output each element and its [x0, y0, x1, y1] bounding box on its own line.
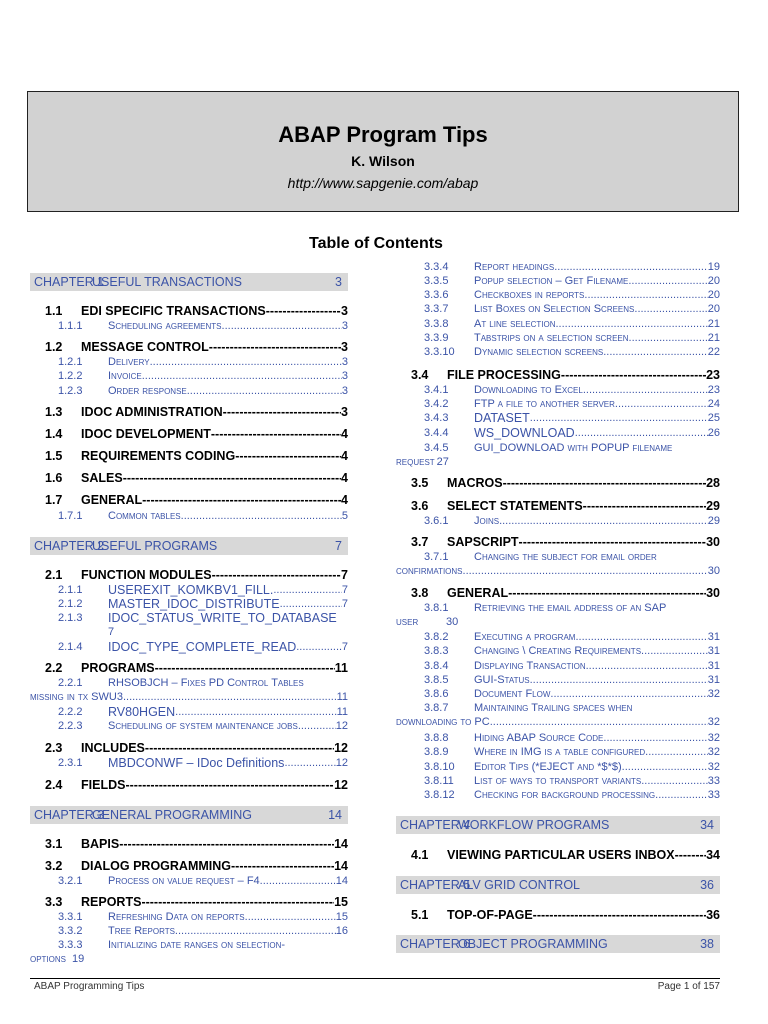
toc-subsection-3-3-10[interactable]: 3.3.10 Dynamic selection screens ..... 22 [396, 345, 720, 359]
toc-chapter-4[interactable]: CHAPTER 4 WORKFLOW PROGRAMS 34 [396, 816, 720, 834]
toc-subsection-3-8-2[interactable]: 3.8.2 Executing a program ..... 31 [396, 630, 720, 644]
toc-section-3-4[interactable]: 3.4 FILE PROCESSING ----- 23 [396, 367, 720, 383]
toc-section-1-5[interactable]: 1.5 REQUIREMENTS CODING ----- 4 [30, 448, 348, 464]
footer-title: ABAP Programming Tips [34, 981, 145, 992]
toc-subsection-3-8-12[interactable]: 3.8.12 Checking for background processing ..... 33 [396, 788, 720, 802]
toc-subsection-2-1-3[interactable]: 2.1.3 IDOC_STATUS_WRITE_TO_DATABASE 7 [58, 611, 337, 638]
toc-subsection-2-2-3[interactable]: 2.2.3 Scheduling of system maintenance jobs ..... 12 [30, 719, 348, 733]
document-author: K. Wilson [351, 153, 415, 169]
title-box [27, 91, 739, 212]
toc-subsection-3-8-1[interactable]: 3.8.1 Retrieving the email address of an SAP user 30 [396, 602, 667, 628]
toc-section-2-2[interactable]: 2.2 PROGRAMS ----- 11 [30, 660, 348, 676]
toc-subsection-3-4-1[interactable]: 3.4.1 Downloading to Excel ..... 23 [396, 383, 720, 397]
toc-subsection-3-8-7[interactable]: 3.8.7 Maintaining Trailing spaces when downloading to PC ..... 32 [396, 701, 720, 729]
toc-section-3-6[interactable]: 3.6 SELECT STATEMENTS ----- 29 [396, 498, 720, 514]
toc-subsection-2-2-2[interactable]: 2.2.2 RV80HGEN ..... 11 [30, 705, 348, 719]
toc-chapter-3[interactable]: CHAPTER 3 GENERAL PROGRAMMING 14 [30, 806, 348, 824]
document-title: ABAP Program Tips [278, 122, 488, 147]
toc-subsection-1-2-3[interactable]: 1.2.3 Order response ..... 3 [30, 384, 348, 398]
toc-section-1-6[interactable]: 1.6 SALES ----- 4 [30, 470, 348, 486]
toc-subsection-1-2-2[interactable]: 1.2.2 Invoice ..... 3 [30, 369, 348, 383]
toc-subsection-3-3-3[interactable]: 3.3.3 Initializing date ranges on selection- options 19 [30, 939, 286, 965]
toc-section-4-1[interactable]: 4.1 VIEWING PARTICULAR USERS INBOX ----- 34 [396, 847, 720, 863]
document-url[interactable]: http://www.sapgenie.com/abap [287, 175, 479, 191]
toc-subsection-3-2-1[interactable]: 3.2.1 Process on value request – F4 ..... 14 [30, 874, 348, 888]
toc-chapter-1[interactable]: CHAPTER 1 USEFUL TRANSACTIONS 3 [30, 273, 348, 291]
toc-subsection-3-8-3[interactable]: 3.8.3 Changing \ Creating Requirements ..... 31 [396, 644, 720, 658]
toc-section-3-7[interactable]: 3.7 SAPSCRIPT ----- 30 [396, 534, 720, 550]
toc-subsection-2-2-1[interactable]: 2.2.1 RHSOBJCH – Fixes PD Control Tables missing in tx SWU3 ..... 11 [30, 676, 348, 704]
toc-subsection-3-3-6[interactable]: 3.3.6 Checkboxes in reports ..... 20 [396, 288, 720, 302]
toc-subsection-2-1-1[interactable]: 2.1.1 USEREXIT_KOMKBV1_FILL. ..... 7 [30, 583, 348, 597]
toc-subsection-3-3-5[interactable]: 3.3.5 Popup selection – Get Filename ..... 20 [396, 274, 720, 288]
toc-section-3-3[interactable]: 3.3 REPORTS ----- 15 [30, 894, 348, 910]
toc-section-2-1[interactable]: 2.1 FUNCTION MODULES ----- 7 [30, 567, 348, 583]
toc-heading: Table of Contents [309, 235, 443, 252]
toc-subsection-3-8-10[interactable]: 3.8.10 Editor Tips (*EJECT and *$*$) ..... 32 [396, 760, 720, 774]
toc-subsection-3-3-9[interactable]: 3.3.9 Tabstrips on a selection screen ..... 21 [396, 331, 720, 345]
footer-divider [30, 978, 720, 979]
toc-subsection-3-8-6[interactable]: 3.8.6 Document Flow ..... 32 [396, 687, 720, 701]
toc-subsection-3-4-5[interactable]: 3.4.5 GUI_DOWNLOAD with POPUP filename request 27 [396, 442, 673, 468]
toc-subsection-2-1-4[interactable]: 2.1.4 IDOC_TYPE_COMPLETE_READ ..... 7 [30, 640, 348, 654]
toc-section-1-7[interactable]: 1.7 GENERAL ----- 4 [30, 492, 348, 508]
footer-page-number: Page 1 of 157 [657, 981, 720, 992]
toc-section-1-1[interactable]: 1.1 EDI SPECIFIC TRANSACTIONS ----- 3 [30, 303, 348, 319]
toc-subsection-3-8-8[interactable]: 3.8.8 Hiding ABAP Source Code ..... 32 [396, 731, 720, 745]
toc-subsection-2-3-1[interactable]: 2.3.1 MBDCONWF – IDoc Definitions ..... 12 [30, 756, 348, 770]
toc-subsection-3-8-5[interactable]: 3.8.5 GUI-Status ..... 31 [396, 673, 720, 687]
toc-section-2-4[interactable]: 2.4 FIELDS ----- 12 [30, 777, 348, 793]
toc-section-2-3[interactable]: 2.3 INCLUDES ----- 12 [30, 740, 348, 756]
toc-subsection-3-8-11[interactable]: 3.8.11 List of ways to transport variants ..... 33 [396, 774, 720, 788]
toc-chapter-5[interactable]: CHAPTER 5 ALV GRID CONTROL 36 [396, 876, 720, 894]
toc-subsection-3-3-2[interactable]: 3.3.2 Tree Reports ..... 16 [30, 924, 348, 938]
toc-subsection-3-8-9[interactable]: 3.8.9 Where in IMG is a table configured ..... 32 [396, 745, 720, 759]
toc-subsection-3-4-2[interactable]: 3.4.2 FTP a file to another server ..... 24 [396, 397, 720, 411]
toc-subsection-3-6-1[interactable]: 3.6.1 Joins ..... 29 [396, 514, 720, 528]
toc-subsection-3-8-4[interactable]: 3.8.4 Displaying Transaction ..... 31 [396, 659, 720, 673]
toc-section-1-3[interactable]: 1.3 IDOC ADMINISTRATION ----- 3 [30, 404, 348, 420]
toc-section-1-2[interactable]: 1.2 MESSAGE CONTROL ----- 3 [30, 339, 348, 355]
toc-section-3-8[interactable]: 3.8 GENERAL ----- 30 [396, 585, 720, 601]
toc-section-3-5[interactable]: 3.5 MACROS ----- 28 [396, 475, 720, 491]
toc-section-3-2[interactable]: 3.2 DIALOG PROGRAMMING ----- 14 [30, 858, 348, 874]
toc-chapter-6[interactable]: CHAPTER 6 OBJECT PROGRAMMING 38 [396, 935, 720, 953]
toc-subsection-3-4-3[interactable]: 3.4.3 DATASET ..... 25 [396, 411, 720, 425]
toc-section-5-1[interactable]: 5.1 TOP-OF-PAGE ----- 36 [396, 907, 720, 923]
toc-subsection-3-3-1[interactable]: 3.3.1 Refreshing Data on reports ..... 15 [30, 910, 348, 924]
toc-subsection-3-3-4[interactable]: 3.3.4 Report headings ..... 19 [396, 260, 720, 274]
toc-subsection-3-4-4[interactable]: 3.4.4 WS_DOWNLOAD ..... 26 [396, 426, 720, 440]
toc-subsection-3-3-7[interactable]: 3.3.7 List Boxes on Selection Screens ..... 20 [396, 302, 720, 316]
toc-subsection-1-2-1[interactable]: 1.2.1 Delivery ..... 3 [30, 355, 348, 369]
toc-section-1-4[interactable]: 1.4 IDOC DEVELOPMENT ----- 4 [30, 426, 348, 442]
toc-subsection-1-1-1[interactable]: 1.1.1 Scheduling agreements ..... 3 [30, 319, 348, 333]
toc-subsection-3-3-8[interactable]: 3.3.8 At line selection ..... 21 [396, 317, 720, 331]
toc-subsection-3-7-1[interactable]: 3.7.1 Changing the subject for email order confirmations ..... 30 [396, 550, 720, 578]
toc-chapter-2[interactable]: CHAPTER 2 USEFUL PROGRAMS 7 [30, 537, 348, 555]
toc-section-3-1[interactable]: 3.1 BAPIS ----- 14 [30, 836, 348, 852]
toc-subsection-1-7-1[interactable]: 1.7.1 Common tables ..... 5 [30, 509, 348, 523]
toc-subsection-2-1-2[interactable]: 2.1.2 MASTER_IDOC_DISTRIBUTE ..... 7 [30, 597, 348, 611]
